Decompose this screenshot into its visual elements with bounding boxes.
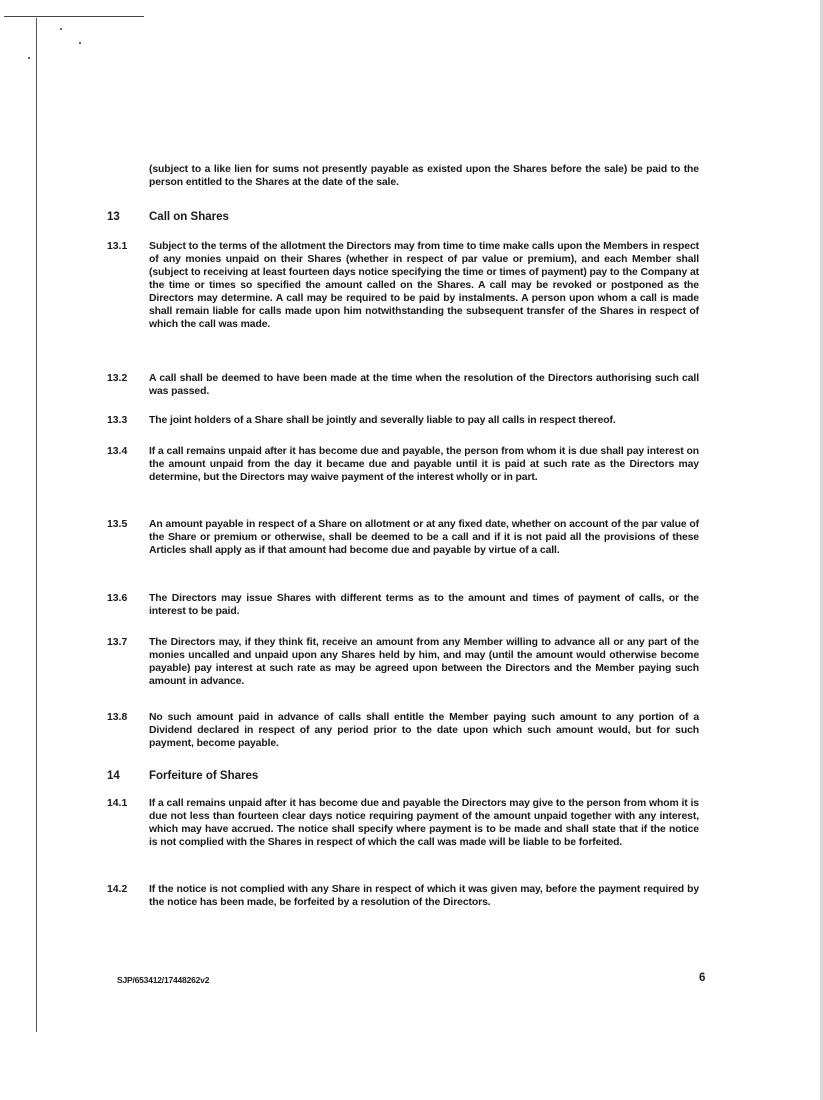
clause-number: 13.1 [107, 241, 128, 252]
clause-number: 14.1 [107, 798, 128, 809]
clause-text: An amount payable in respect of a Share on allotment or at any fixed date, whether on account of the par value of the Share or premium or otherwise, shall be deemed to be a call and if it is not paid all the provisions of these Articles shall apply as if that amount had become due and payable by virtue of a call. [149, 519, 699, 556]
clause-number: 13.3 [107, 415, 128, 426]
clause-text: No such amount paid in advance of calls shall entitle the Member paying such amount to any portion of a Dividend declared in respect of any period prior to the date upon which such amount would, but for such payment, become payable. [149, 712, 699, 749]
clause-text: The Directors may issue Shares with different terms as to the amount and times of payment of calls, or the interest to be paid. [149, 593, 699, 617]
scan-artifact-dot [79, 42, 81, 44]
clause-number: 13.8 [107, 712, 128, 723]
clause-number: 13.5 [107, 519, 128, 530]
page-number: 6 [699, 972, 706, 984]
scan-artifact-dot [28, 57, 30, 59]
scan-artifact-dot [60, 28, 62, 30]
clause-number: 13.6 [107, 593, 128, 604]
clause-number: 13.4 [107, 446, 128, 457]
document-reference: SJP/653412/17448262v2 [117, 975, 210, 985]
clause-number: 14.2 [107, 884, 128, 895]
clause-number: 13.7 [107, 637, 128, 648]
section-13-title: Call on Shares [149, 211, 229, 223]
clause-text: The Directors may, if they think fit, receive an amount from any Member willing to advance all or any part of the monies uncalled and unpaid upon any Shares held by him, and may (until the amount would otherwise become payable) pay interest at such rate as may be agreed upon between the Directors and the Member paying such amount in advance. [149, 637, 699, 687]
clause-number: 13.2 [107, 373, 128, 384]
clause-text: A call shall be deemed to have been made at the time when the resolution of the Directors authorising such call was passed. [149, 373, 699, 397]
clause-text: If the notice is not complied with any Share in respect of which it was given may, before the payment required by the notice has been made, be forfeited by a resolution of the Directors. [149, 884, 699, 908]
section-14-number: 14 [107, 770, 120, 782]
section-13-number: 13 [107, 211, 120, 223]
clause-text: If a call remains unpaid after it has become due and payable, the person from whom it is due shall pay interest on the amount unpaid from the day it became due and payable until it is paid at such rate as the Directors may determine, but the Directors may waive payment of the interest wholly or in part. [149, 446, 699, 483]
clause-text: Subject to the terms of the allotment the Directors may from time to time make calls upon the Members in respect of any monies unpaid on their Shares (whether in respect of par value or premium), and each Member shall (subject to receiving at least fourteen days notice specifying the time or times of payment) pay to the Company at the time or times so specified the amount called on the Shares. A call may be revoked or postponed as the Directors may determine. A call may be required to be paid by instalments. A person upon whom a call is made shall remain liable for calls made upon him notwithstanding the subsequent transfer of the Shares in respect of which the call was made. [149, 241, 699, 330]
intro-paragraph: (subject to a like lien for sums not presently payable as existed upon the Shares before the sale) be paid to the person entitled to the Shares at the date of the sale. [149, 164, 699, 188]
clause-text: The joint holders of a Share shall be jointly and severally liable to pay all calls in respect thereof. [149, 415, 616, 426]
scan-artifact-margin-line [36, 18, 37, 1032]
scan-artifact-line [4, 16, 144, 17]
section-14-title: Forfeiture of Shares [149, 770, 259, 782]
clause-text: If a call remains unpaid after it has become due and payable the Directors may give to the person from whom it is due not less than fourteen clear days notice requiring payment of the amount unpaid together with any interest, which may have accrued. The notice shall specify where payment is to be made and shall state that if the notice is not complied with the Shares in respect of which the call was made will be liable to be forfeited. [149, 798, 699, 848]
